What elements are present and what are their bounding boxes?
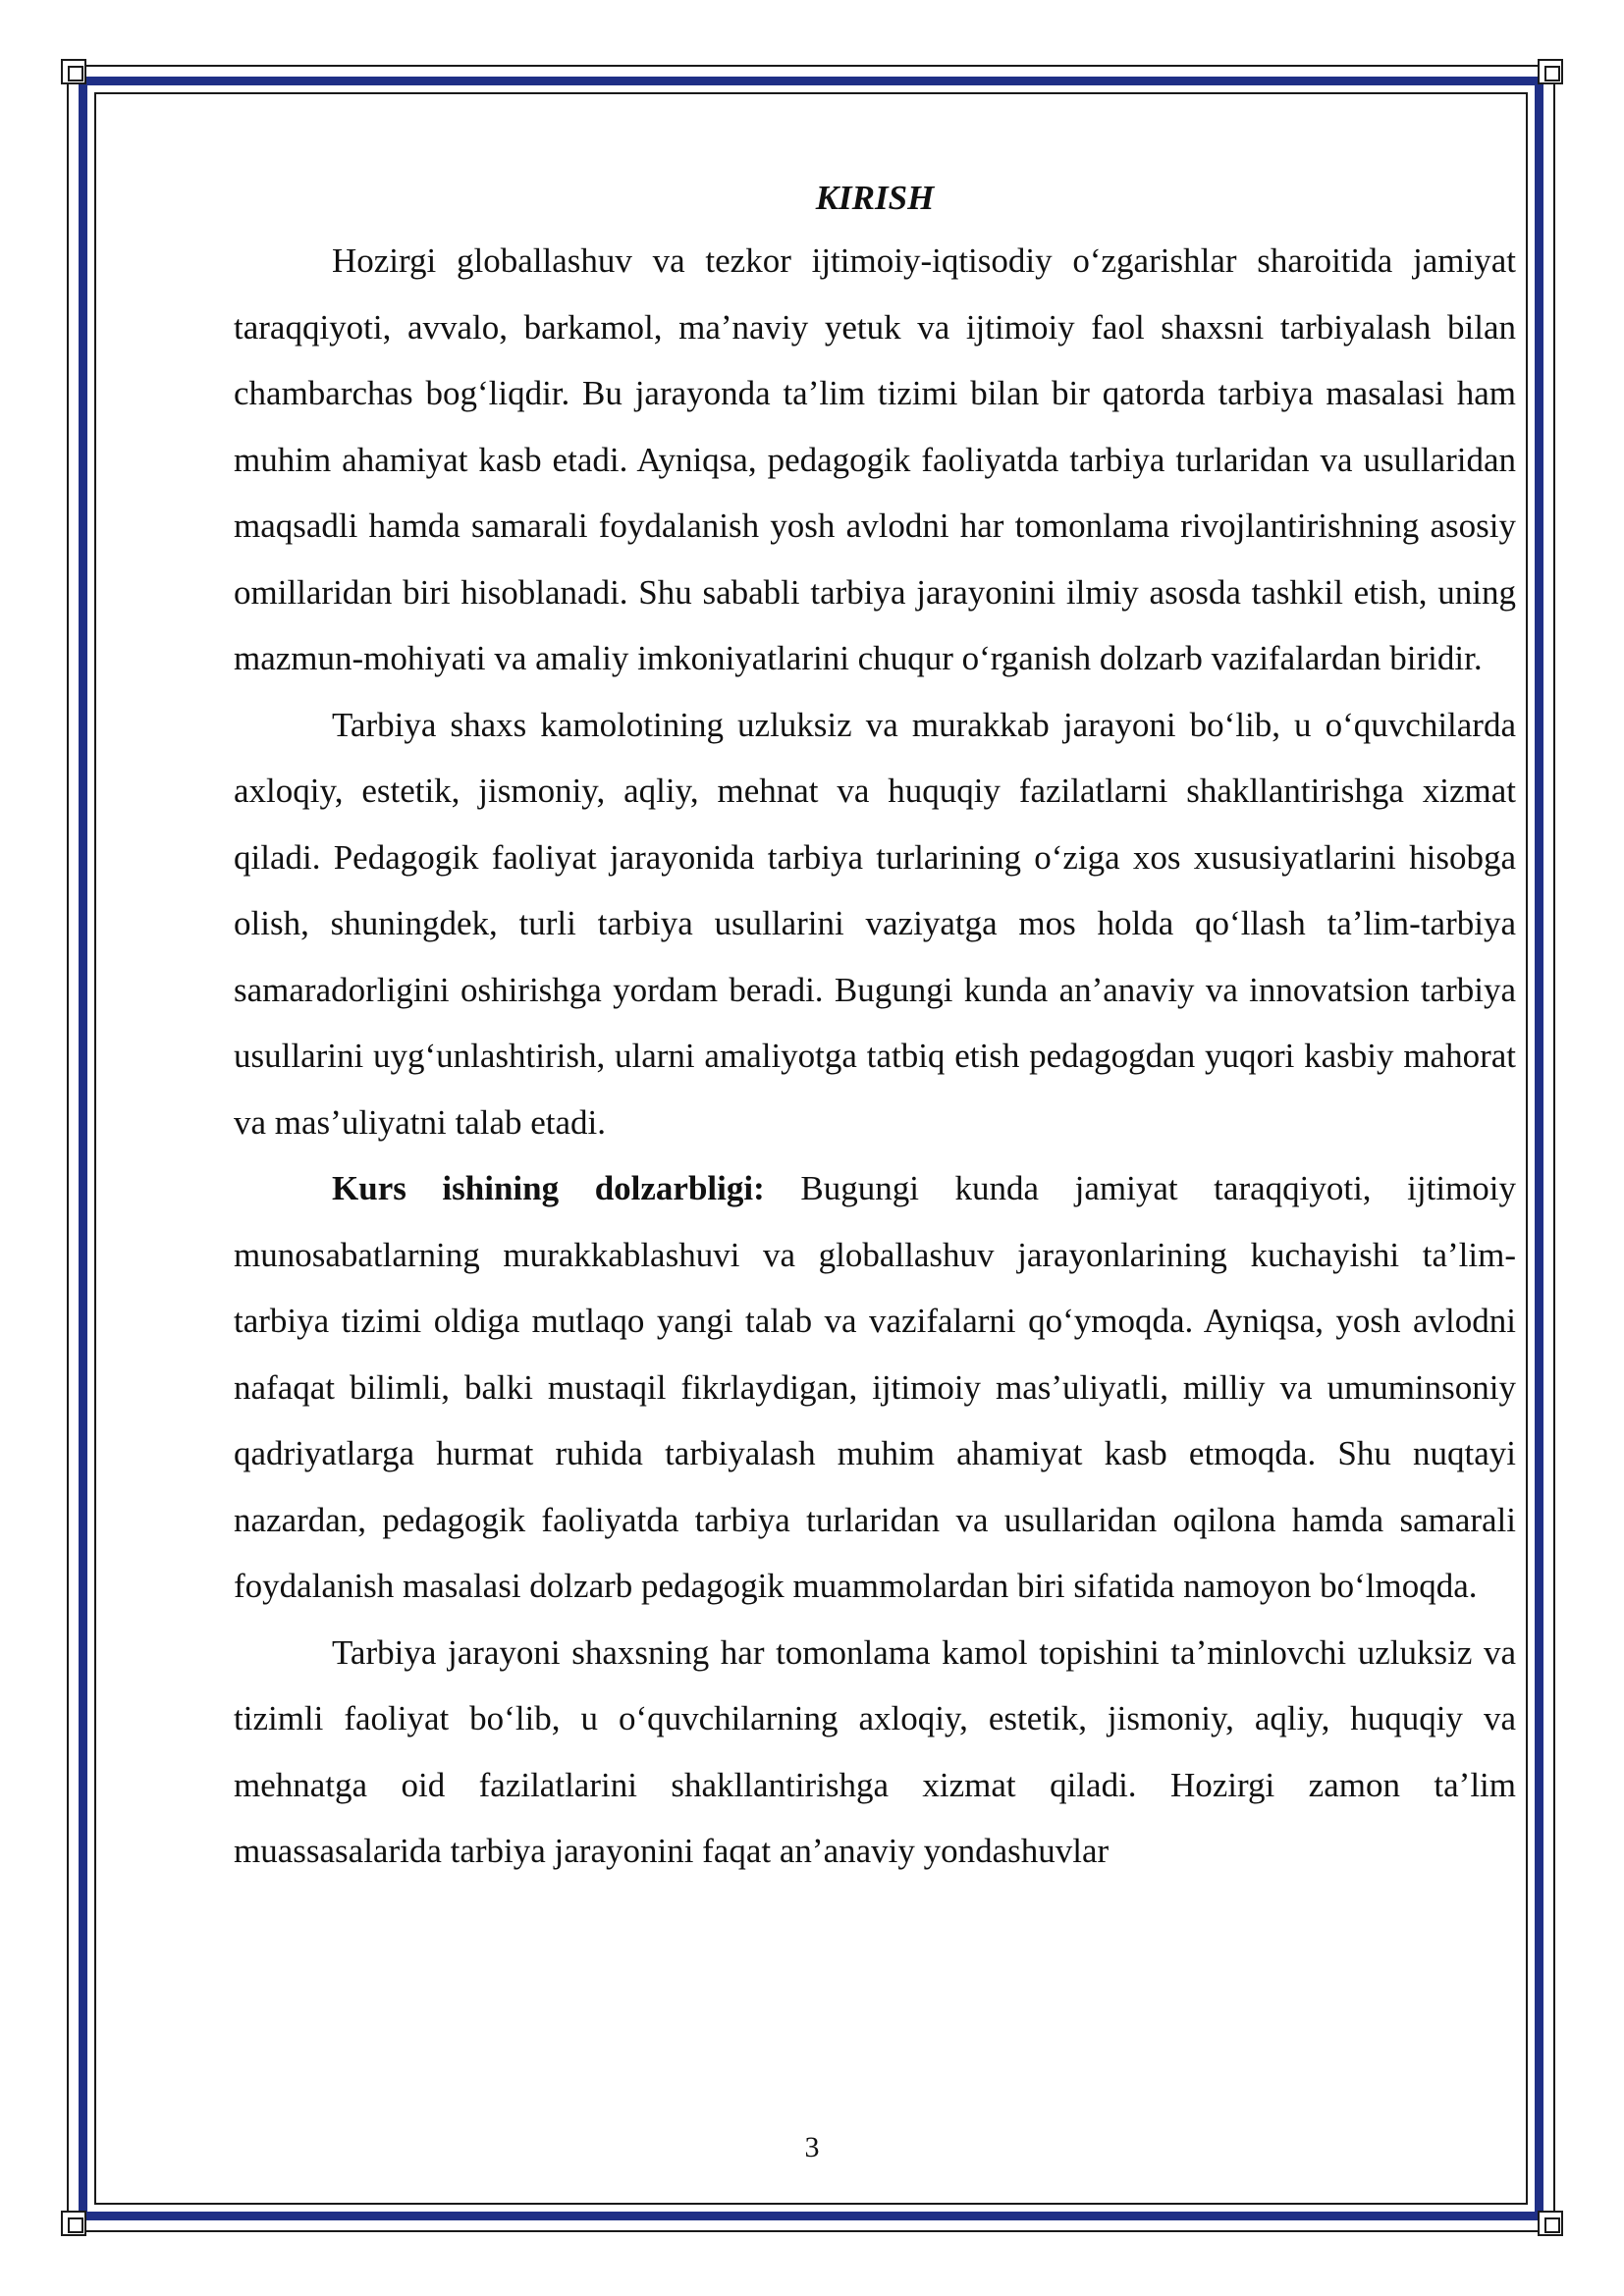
paragraph-text: Bugungi kunda jamiyat taraqqiyoti, ijtimoiy munosabatlarning murakkablashuvi va globallashuv jarayonlarining kuchayishi taʼlim-tarbiya tizimi oldiga mutlaqo yangi talab va vazifalarni qoʻymoqda. Ayniqsa, yosh avlodni nafaqat bilimli, balki mustaqil fikrlaydigan, ijtimoiy masʼuliyatli, milliy va umuminsoniy qadriyatlarga hurmat ruhida tarbiyalash muhim ahamiyat kasb etmoqda. Shu nuqtayi nazardan, pedagogik faoliyatda tarbiya turlaridan va usullaridan oqilona hamda samarali foydalanish masalasi dolzarb pedagogik muammolardan biri sifatida namoyon boʻlmoqda. (234, 1169, 1516, 1605)
document-body (234, 173, 1516, 1885)
paragraph-3 (234, 1155, 1516, 1620)
corner-ornament-bottom-left (61, 2211, 86, 2236)
paragraph-lead-heading: Kurs ishining dolzarbligi: (332, 1169, 765, 1207)
corner-ornament-bottom-right (1538, 2211, 1563, 2236)
paragraph-1 (234, 228, 1516, 692)
paragraph-2 (234, 692, 1516, 1156)
page-number: 3 (804, 2131, 820, 2163)
paragraph-4 (234, 1620, 1516, 1885)
paragraph-text: Tarbiya shaxs kamolotining uzluksiz va murakkab jarayoni boʻlib, u oʻquvchilarda axloqiy, estetik, jismoniy, aqliy, mehnat va huquqiy fazilatlarni shakllantirishga xizmat qiladi. Pedagogik faoliyat jarayonida tarbiya turlarining oʻziga xos xususiyatlarini hisobga olish, shuningdek, turli tarbiya usullarini vaziyatga mos holda qoʻllash taʼlim-tarbiya samaradorligini oshirishga yordam beradi. Bugungi kunda anʼanaviy va innovatsion tarbiya usullarini uygʻunlashtirish, ularni amaliyotga tatbiq etish pedagogdan yuqori kasbiy mahorat va masʼuliyatni talab etadi. (234, 705, 1516, 1142)
paragraph-text: Tarbiya jarayoni shaxsning har tomonlama kamol topishini taʼminlovchi uzluksiz va tizimli faoliyat boʻlib, u oʻquvchilarning axloqiy, estetik, jismoniy, aqliy, huquqiy va mehnatga oid fazilatlarini shakllantirishga xizmat qiladi. Hozirgi zamon taʼlim muassasalarida tarbiya jarayonini faqat anʼanaviy yondashuvlar (234, 1632, 1516, 1870)
corner-ornament-top-right (1538, 59, 1563, 84)
document-title: KIRISH (815, 179, 935, 217)
corner-ornament-top-left (61, 59, 86, 84)
paragraph-text: Hozirgi globallashuv va tezkor ijtimoiy-iqtisodiy oʻzgarishlar sharoitida jamiyat taraqqiyoti, avvalo, barkamol, maʼnaviy yetuk va ijtimoiy faol shaxsni tarbiyalash bilan chambarchas bogʻliqdir. Bu jarayonda taʼlim tizimi bilan bir qatorda tarbiya masalasi ham muhim ahamiyat kasb etadi. Ayniqsa, pedagogik faoliyatda tarbiya turlaridan va usullaridan maqsadli hamda samarali foydalanish yosh avlodni har tomonlama rivojlantirishning asosiy omillaridan biri hisoblanadi. Shu sababli tarbiya jarayonini ilmiy asosda tashkil etish, uning mazmun-mohiyati va amaliy imkoniyatlarini chuqur oʻrganish dolzarb vazifalardan biridir. (234, 241, 1516, 677)
